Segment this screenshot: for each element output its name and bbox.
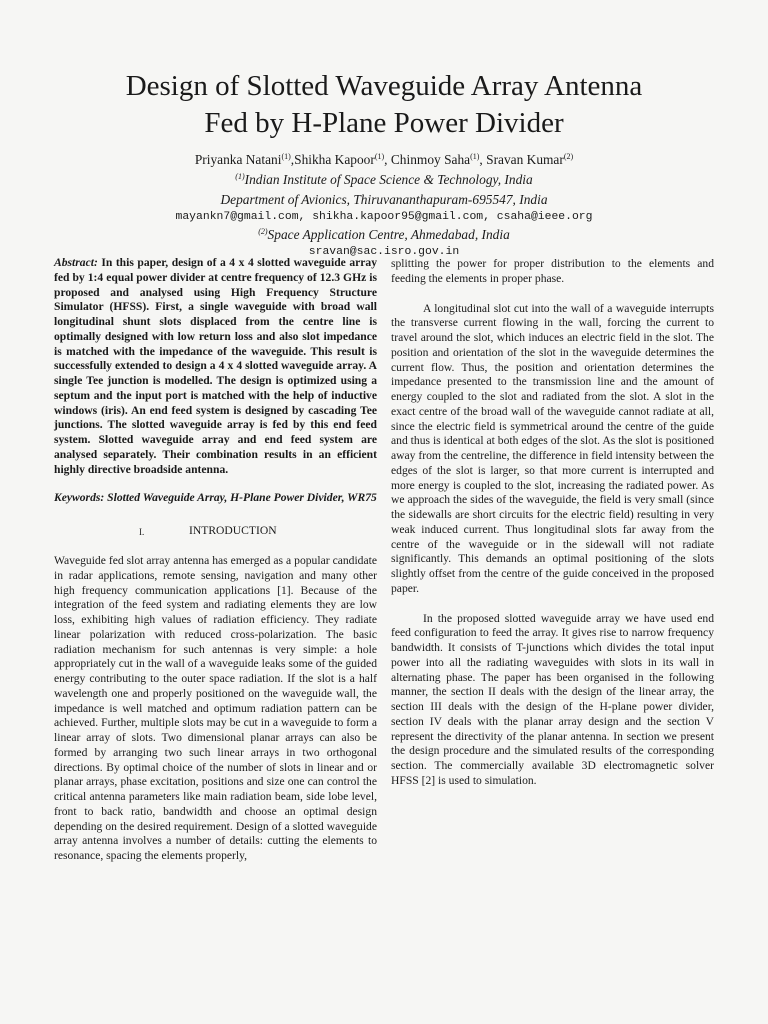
author-name: Priyanka Natani (194, 152, 282, 167)
body-paragraph: A longitudinal slot cut into the wall of a waveguide interrupts the transverse current flowing in the wall, forcing the current to travel around the slot, which induces an electric field in the slot. The position and orientation of the slot in the waveguide determines the current flow. Thus, the position and orientation determines the impedance presented to the transmission line and the amount of energy coupled to the slot and radiated from the slot. A slot in the exact centre of the broad wall of the waveguide cannot radiate at all, since the electric field is symmetrical around the centre of the guide and thus is identical at both edges of the slot. As the slot is positioned away from the centreline, the difference in field intensity between the edges of the slot is larger, so that more current is interrupted and more energy is coupled to the slot, increasing the radiated power. As we approach the sides of the waveguide, the field is very small (since the sidewalls are short circuits for the electric field) resulting in very weak induced current. Thus longitudinal slots far away from the centre of the waveguide or in the sidewall will not radiate significantly. This demands an optimal positioning of the slots slightly offset from the centre of the guide conceived in the proposed paper. (391, 301, 714, 595)
author-affiliation-mark: (2) (563, 152, 574, 161)
author-name: , Chinmoy Saha (384, 152, 471, 167)
paper-title (40, 68, 728, 142)
title-line-1: Design of Slotted Waveguide Array Antenna (125, 70, 643, 102)
right-column (391, 257, 714, 789)
affiliation-1-emails: mayankn7@gmail.com, shikha.kapoor95@gmail.com, csaha@ieee.org (175, 211, 593, 223)
keywords-label: Keywords: (54, 491, 105, 505)
affiliation-2-email: sravan@sac.isro.gov.in (308, 246, 460, 258)
author-affiliation-mark: (1) (281, 152, 291, 161)
abstract (54, 256, 377, 477)
body-paragraph: In the proposed slotted waveguide array we have used end feed configuration to feed the array. It gives rise to narrow frequency bandwidth. It consists of T-junctions which divides the total input power into all the radiating waveguides with slots in its wall in alternating phase. The paper has been organised in the following manner, the section II deals with the design of the linear array, the section III deals with the design of the H-plane power divider, section IV deals with the planar array design and the section V represent the directivity of the planar antenna. In section we present the design procedure and the simulated results of the corresponding section. The commercially available 3D electromagnetic solver HFSS [2] is used to simulation. (391, 611, 714, 787)
abstract-text: In this paper, design of a 4 x 4 slotted waveguide array fed by 1:4 equal power divider at centre frequency of 12.3 GHz is proposed and analysed using High Frequency Structure Simulator (HFSS). First, a single waveguide with broad wall longitudinal shunt slots displaced from the centre line is optimally designed with low return loss and also slot impedance is matched with the impedance of the waveguide. This result is successfully extended to design a 4 x 4 slotted waveguide array. A single Tee junction is modelled. The design is optimized using a septum and the input port is matched with the help of inductive windows (iris). An end feed system is designed by cascading Tee junctions. The slotted waveguide array is fed by this end feed system. Slotted waveguide array and end feed system are analysed separately. Their combination results in an efficient highly directive broadside antenna. (54, 256, 377, 476)
author-affiliation-mark: (1) (470, 152, 480, 161)
section-heading-introduction (54, 524, 377, 539)
author-affiliation-mark: (1) (374, 152, 385, 161)
intro-paragraph: Waveguide fed slot array antenna has emerged as a popular candidate in radar applications, remote sensing, navigation and many other high frequency communication applications [1]. Because of the integration of the feed system and radiating elements they are low loss, exhibiting high values of radiation efficiency. They radiate linear polarization with reduced cross-polarization. The basic radiation mechanism for such antennas is very simple: a hole appropriately cut in the wall of a waveguide leaks some of the guided energy contributing to the outer space radiation. If the slot is a half wavelength one and properly positioned on the waveguide wall, the impedance is well matched and optimum radiation pattern can be achieved. Further, multiple slots may be cut in a waveguide to form a linear array of slots. Two dimensional planar arrays can also be formed by arranging two such linear arrays in two orthogonal directions. By optimal choice of the number of slots in linear and or planar arrays, phase excitation, positions and size one can control the critical antenna parameters like main radiation beam, side lobe level, front to back ratio, bandwidth and choose an optimal design depending on the desired requirement. Design of a slotted waveguide array antenna involves a number of details: cutting the elements to resonance, spacing the elements properly, (54, 554, 377, 862)
affiliation-1-dept: Department of Avionics, Thiruvananthapuram-695547, India (220, 192, 548, 207)
title-line-2: Fed by H-Plane Power Divider (204, 107, 564, 139)
section-number: I. (139, 527, 145, 537)
author-names (40, 150, 728, 170)
author-block (40, 150, 728, 260)
affiliation-mark: (1) (235, 172, 245, 181)
author-name: ,Shikha Kapoor (290, 152, 375, 167)
affiliation-1-name (40, 170, 728, 190)
keywords (54, 491, 377, 506)
affiliation-mark: (2) (258, 227, 268, 236)
body-paragraph: splitting the power for proper distribution to the elements and feeding the elements in proper phase. (391, 257, 714, 285)
section-title: INTRODUCTION (189, 524, 277, 537)
paragraph-gap (391, 287, 714, 302)
abstract-label: Abstract: (54, 256, 98, 269)
affiliation-2-text: Space Application Centre, Ahmedabad, India (267, 227, 510, 242)
affiliation-2-name (40, 225, 728, 245)
author-name: , Sravan Kumar (479, 152, 564, 167)
paragraph-gap (391, 597, 714, 612)
keywords-text: Slotted Waveguide Array, H-Plane Power Divider, WR75 (104, 491, 377, 505)
affiliation-1-text: Indian Institute of Space Science & Technology, India (244, 172, 533, 187)
left-column (54, 256, 377, 864)
